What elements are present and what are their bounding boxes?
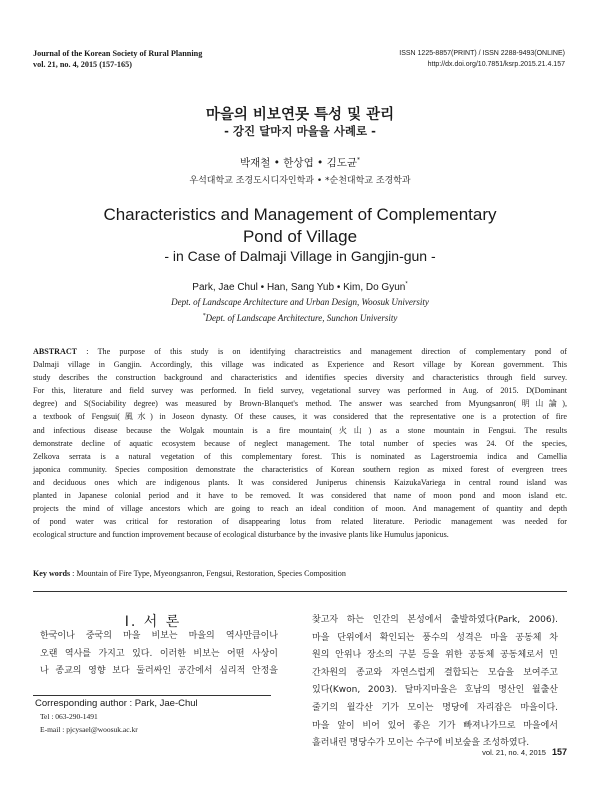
corresponding-author: Corresponding author : Park, Jae-Chul (35, 698, 198, 709)
journal-header (33, 48, 202, 70)
body-line: 오랜 역사를 가지고 있다. 이러한 비보는 어떤 사상이 (40, 648, 278, 659)
footnote-divider (33, 695, 271, 696)
abstract-line: ABSTRACT : The purpose of this study is on identifying charactreistics and management direction of complementary pond of (33, 347, 567, 356)
section-heading: I. 서 론 (124, 614, 182, 630)
doi-link[interactable]: http://dx.doi.org/10.7851/ksrp.2015.21.4.157 (427, 61, 565, 68)
body-line: 흘러내린 명당수가 모이는 수구에 비보숲을 조성하였다. (312, 738, 530, 749)
english-affiliation-2 (0, 313, 600, 323)
body-line: 간차원의 종교와 자연스럽게 결합되는 모습을 보여주고 (312, 667, 558, 678)
abstract-line: degree) and S(Sociability degree) was measured by Brown-Blanquet's method. The answer was searched from Myungsanron(明山論), (33, 399, 567, 409)
english-authors (0, 282, 600, 293)
volume-line: vol. 21, no. 4, 2015 (157-165) (33, 60, 132, 69)
corresponding-tel: Tel : 063-290-1491 (40, 712, 98, 721)
english-subtitle: - in Case of Dalmaji Village in Gangjin-gun - (164, 248, 436, 264)
abstract-line: Dalmaji village in Gangjin. Accordingly, this village was indicated as Experience and Resort village by Korean government. This (33, 360, 567, 370)
body-line: 마을 앞이 비어 있어 좋은 기가 빠져나가므로 마을에서 (312, 720, 558, 731)
abstract-line: demonstrate decline of aquatic ecosystem because of neglect management. The total number of species was 24. Of the species, (33, 438, 567, 448)
abstract-line: For this, literature and field survey was performed. In field survey, vegetational survey was performed in Aug. of 2015. D(Dominant (33, 386, 567, 396)
abstract-line: study describes the construction background and characteristics and identifies species diversity and characteristics through field survey. (33, 373, 567, 383)
issn: ISSN 1225-8857(PRINT) / ISSN 2288-9493(ONLINE) (399, 50, 565, 57)
abstract-label: ABSTRACT (33, 347, 78, 356)
body-line: 나 종교의 영향 보다 둘러싸인 공간에서 심리적 안정을 (40, 666, 278, 676)
abstract-line: japonica community. Species composition demonstrate the characteristics of Korean southern region as mixed forest of evergreen trees (33, 464, 567, 474)
english-title-line2: Pond of Village (242, 227, 358, 246)
korean-authors-text: 박재철 • 한상엽 • 김도균 (239, 157, 358, 169)
corresponding-email[interactable]: E-mail : pjcysael@woosuk.ac.kr (40, 725, 138, 734)
english-authors-sup: * (405, 281, 408, 288)
english-affiliation-1: Dept. of Landscape Architecture and Urban Design, Woosuk University (171, 297, 429, 307)
body-line: 마을 단위에서 확인되는 풍수의 성격은 마을 공동체 차 (312, 632, 558, 643)
korean-title: 마을의 비보연못 특성 및 관리 (205, 107, 395, 123)
korean-authors-sup: * (357, 156, 361, 164)
abstract-line: of pond water was critical for restoration of disappearing lotus from related literature. Periodic management was needed for (33, 517, 567, 527)
page-footer (482, 747, 567, 757)
keywords-text: : Mountain of Fire Type, Myeongsanron, Fengsui, Restoration, Species Composition (70, 569, 346, 578)
body-line: 한국이나 중국의 마을 비보는 마을의 역사만큼이나 (40, 631, 278, 641)
abstract-line: a textbook of Fengsui(風水) in Joseon dynasty. Of these causes, it was considered that the representative one is a protection of fire (33, 412, 567, 422)
korean-authors (0, 155, 600, 170)
abstract-line: and infectious disease because the Wolgak mountain is a fire mountain(火山) as a stone mountain in Fengsui. The results (33, 425, 567, 435)
korean-subtitle: - 강진 달마지 마을을 사례로 - (224, 124, 376, 138)
keywords (33, 569, 567, 578)
abstract-line: projects the mind of village ancestors which are going to reach an ideal condition of moon. And management of quantity and depth (33, 504, 567, 514)
body-left-column (40, 628, 278, 681)
body-line: 있다(Kwon, 2003). 달마지마을은 호남의 명산인 월출산 (312, 685, 558, 696)
english-title-line1: Characteristics and Management of Complementary (103, 205, 497, 224)
body-line: 원의 안위나 장소의 구분 등을 위한 공동체 공동체로서 민 (312, 650, 558, 661)
page-number: 157 (551, 747, 567, 757)
issn-block (399, 48, 565, 70)
journal-name: Journal of the Korean Society of Rural Planning (33, 49, 203, 58)
abstract-line: planted in Japanese colonial period and it have to be removed. It was considered that name of moon pond and moon island etc. (33, 491, 567, 501)
english-authors-text: Park, Jae Chul • Han, Sang Yub • Kim, Do Gyun (192, 282, 406, 293)
abstract-line: and deciduous ones which are indigenous plants. It was considered Juniperus chinensis KaizukaVariega in central round island was (33, 477, 567, 487)
body-line: 줄기의 월각산 기가 모이는 명당에 자리잡은 마을이다. (312, 702, 558, 713)
abstract (33, 345, 567, 541)
abstract-line: ecological structure and function improvement because of ecological disturbance by the invasive plants like Humulus japonicus. (33, 530, 449, 540)
body-line: 찾고자 하는 인간의 본성에서 출발하였다(Park, 2006). (312, 615, 558, 625)
keywords-label: Key words (33, 569, 71, 578)
english-affiliation-2-text: Dept. of Landscape Architecture, Sunchon University (205, 313, 398, 323)
english-affiliation-2-sup: * (202, 313, 206, 319)
korean-affiliation: 우석대학교 조경도시디자인학과 • *순천대학교 조경학과 (189, 176, 411, 186)
footer-volume: vol. 21, no. 4, 2015 (482, 748, 546, 757)
divider (33, 591, 567, 592)
body-right-column (312, 612, 558, 753)
abstract-line: Zelkova serrata is a natural vegetation of this complementary forest. This is nominated as Lagerstroemia indica and Camellia (33, 451, 567, 461)
